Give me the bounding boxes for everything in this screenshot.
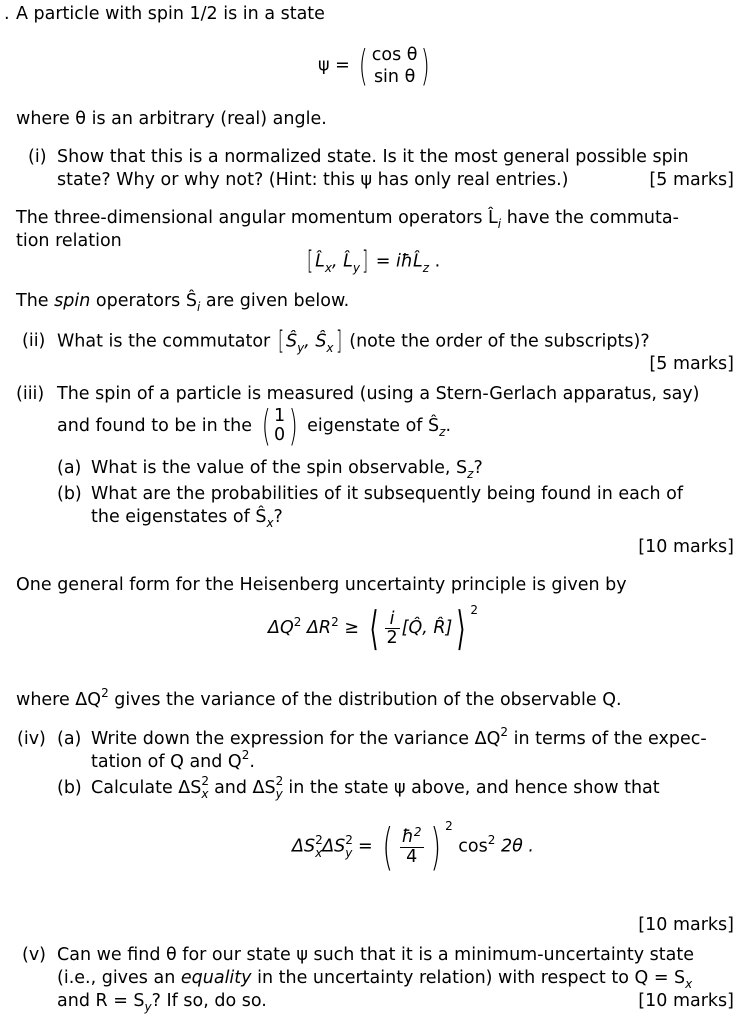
q5-line3-pre: and R = S <box>57 991 145 1011</box>
eq-x: x <box>324 260 333 275</box>
eq-l: L̂ <box>315 251 325 272</box>
spin-line-end: are given below. <box>205 291 350 311</box>
q2-pre: What is the commutator <box>57 331 271 352</box>
q4b-post: in the state ψ above, and hence show that <box>288 778 660 798</box>
q1-marks: [5 marks] <box>649 170 734 190</box>
q2-post: (note the order of the subscripts)? <box>349 331 650 352</box>
eq-z: z <box>422 260 430 275</box>
unc-sup2: 2 <box>331 614 339 629</box>
q3-line2-post: eigenstate of Ŝ <box>307 416 440 436</box>
psi-symbol: ψ = <box>318 55 350 76</box>
q3-vec-top: 1 <box>273 406 286 426</box>
q3-line2-pre: and found to be in the <box>57 416 253 436</box>
eq-end: . <box>429 251 441 272</box>
q4a-line1-text: Write down the expression for the variance ΔQ <box>91 729 501 749</box>
q1-line2: state? Why or why not? (Hint: this ψ has only real entries.) <box>57 170 569 190</box>
q4b-line: Calculate $\Delta S2_x$ and $\Delta S2_y$ in the state ψ above, and hence show that <box>91 774 660 801</box>
vp-rhs: cos <box>458 836 488 857</box>
q5-line2 <box>57 967 692 991</box>
problem-bullet: . <box>4 4 10 24</box>
unc-lhs: ΔQ <box>268 618 294 638</box>
variance-post: gives the variance of the distribution of the observable Q. <box>114 690 622 710</box>
unc-frac-num: i <box>385 610 400 629</box>
eq-right: = iħL̂ <box>375 251 423 272</box>
vp-den: 4 <box>406 847 418 867</box>
spin-line <box>16 290 349 314</box>
q3b-line2 <box>91 506 283 530</box>
q3-line2-end: . <box>445 416 452 436</box>
vp-outer-sup: 2 <box>445 819 453 833</box>
eq-comma: , L̂ <box>332 251 353 272</box>
unc-frac-den: 2 <box>386 628 398 648</box>
q2-x: x <box>326 340 334 355</box>
q5-line3 <box>57 990 267 1014</box>
q2-s: Ŝ <box>285 331 298 352</box>
variance-line <box>16 686 622 713</box>
q3b-label: (b) <box>57 484 82 504</box>
vp-num <box>400 825 424 848</box>
vp-eq: = <box>352 836 373 857</box>
q3a-end: ? <box>473 458 483 478</box>
q1-label: (i) <box>28 147 47 167</box>
q3b-line2-text: the eigenstates of Ŝ <box>91 507 267 527</box>
q3b-sub: x <box>266 516 274 530</box>
q5-line2-em: equality <box>180 968 252 988</box>
variance-sup: 2 <box>101 686 109 700</box>
q5-line1: Can we find θ for our state ψ such that it is a minimum-uncertainty state <box>57 945 694 965</box>
q3-line1: The spin of a particle is measured (using a Stern-Gerlach apparatus, say) <box>57 384 700 404</box>
q5-line2-post: in the uncertainty relation) with respect to Q = S <box>257 968 686 988</box>
angular-line1-sub: i <box>497 217 502 231</box>
spin-line-post: operators Ŝ <box>95 291 197 311</box>
q3-label: (iii) <box>16 384 45 404</box>
angular-line2: tion relation <box>16 231 122 251</box>
q3-line2: and found to be in the ( 1 0 ) eigenstate of $Ŝ_z$. <box>57 401 452 450</box>
q3b-line1: What are the probabilities of it subsequently being found in each of <box>91 484 684 504</box>
vp-rhs2: 2θ . <box>495 836 534 857</box>
cos-entry: cos θ <box>371 45 418 65</box>
variance-product-equation: $\Delta S2_x\Delta S2_y$ = ( $\frac{ħ^2}{4}$ ) $^2$ $\cos^2 2\theta$ . <box>292 818 534 876</box>
q3a-sub: z <box>467 467 474 481</box>
q4a-sup: 2 <box>500 725 508 739</box>
variance-pre: where ΔQ <box>16 690 102 710</box>
q4-label: (iv) <box>17 729 46 749</box>
q5-line2-sub: x <box>685 977 693 991</box>
q3-marks: [10 marks] <box>638 537 734 557</box>
unc-lhs2: ΔR <box>301 618 332 638</box>
q4a-line1 <box>91 725 707 752</box>
q4-marks: [10 marks] <box>638 915 734 935</box>
unc-sq: 2 <box>470 602 478 617</box>
q5-line2-pre: (i.e., gives an <box>57 968 176 988</box>
q4a-label: (a) <box>57 729 82 749</box>
q3a-text-main: What is the value of the spin observable, S <box>91 458 468 478</box>
angular-line1 <box>16 207 679 231</box>
eq-y: y <box>352 260 361 275</box>
q2-comma: , Ŝ <box>304 331 327 352</box>
vp-lhs: ΔS <box>292 836 316 857</box>
q1-line1: Show that this is a normalized state. Is it the most general possible spin <box>57 147 689 167</box>
q3a-text <box>91 457 483 481</box>
q4a-line1-end: in terms of the expec- <box>513 729 707 749</box>
q2-y: y <box>297 340 305 355</box>
q2-line: What is the commutator [ $Ŝ_y$, $Ŝ_x$] (note the order of the subscripts)? <box>57 326 650 356</box>
angular-line1-text: The three-dimensional angular momentum operators L̂ <box>16 208 498 228</box>
where-line: where θ is an arbitrary (real) angle. <box>16 109 327 129</box>
vp-x: x <box>315 846 323 860</box>
vp-rhs-sup: 2 <box>487 833 496 847</box>
commutation-equation: [ $L̂_x$, $L̂_y$] = $iħL̂_z$ . <box>307 246 441 276</box>
q4a-line2-text: tation of Q and Q <box>91 752 242 772</box>
q3b-end: ? <box>273 507 283 527</box>
sin-entry: sin θ <box>373 67 416 87</box>
q5-marks: [10 marks] <box>638 991 734 1011</box>
uncertainty-equation: $\Delta Q^2$ $\Delta R^2$ ≥ ⟨ $\frac{i}{2}$ [Q̂, R̂]⟩ $^2$ <box>268 601 478 655</box>
q5-label: (v) <box>22 945 47 965</box>
q4a-line2-sup: 2 <box>241 748 250 762</box>
q4a-line2-end: . <box>249 752 255 772</box>
vp-num-hbar: ħ <box>401 827 414 847</box>
spin-line-em: spin <box>54 291 91 311</box>
spin-line-pre: The <box>16 291 49 311</box>
q2-marks: [5 marks] <box>649 354 734 374</box>
heisenberg-line: One general form for the Heisenberg uncertainty principle is given by <box>16 575 627 595</box>
q5-line3-sub: y <box>144 1000 152 1014</box>
vp-mid: ΔS <box>322 836 346 857</box>
q3-vec-bottom: 0 <box>273 425 286 445</box>
q5-line3-post: ? If so, do so. <box>151 991 267 1011</box>
unc-comm: [Q̂, R̂] <box>401 618 453 638</box>
vp-num-sup: 2 <box>413 825 422 839</box>
q4b-and: and ΔS <box>214 778 276 798</box>
q4a-line2 <box>91 748 255 775</box>
q4b-x: x <box>201 787 209 801</box>
unc-geq: ≥ <box>338 618 359 638</box>
q2-label: (ii) <box>22 331 46 351</box>
q3a-label: (a) <box>57 458 82 478</box>
state-equation: ψ = ( cos θ sin θ ) <box>318 41 431 90</box>
q3-line2-sub: z <box>439 425 446 439</box>
unc-sup1: 2 <box>293 614 302 629</box>
vp-y: y <box>345 846 353 860</box>
intro-text: A particle with spin 1/2 is in a state <box>16 4 325 24</box>
angular-line1-rest: have the commuta- <box>506 208 679 228</box>
q4b-label: (b) <box>57 778 82 798</box>
q4b-pre: Calculate ΔS <box>91 778 202 798</box>
q4b-y: y <box>275 787 283 801</box>
spin-line-sub: i <box>196 300 201 314</box>
